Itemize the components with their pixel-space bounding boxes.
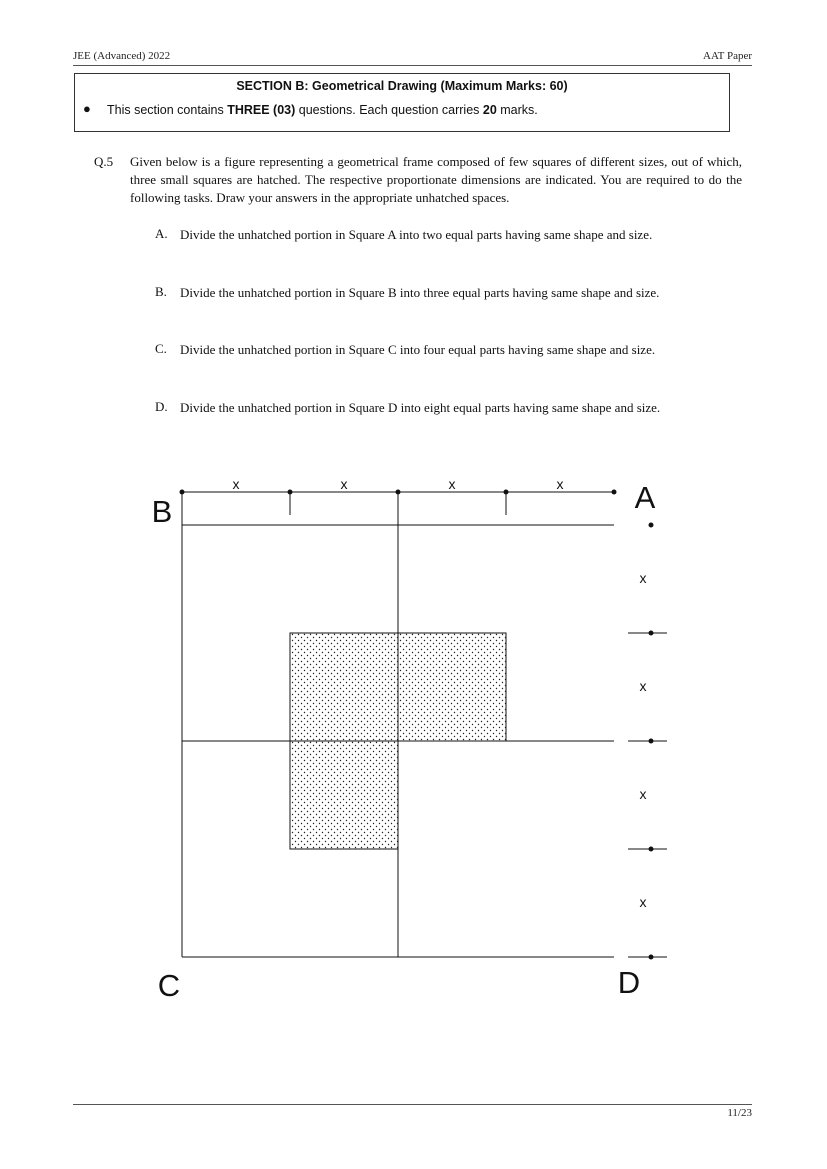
task-c-letter: C. bbox=[155, 341, 167, 356]
section-title: SECTION B: Geometrical Drawing (Maximum Marks: 60) bbox=[236, 79, 568, 93]
right-dimension-label: x bbox=[639, 570, 647, 586]
top-dimension-label: x bbox=[340, 476, 348, 492]
top-dimension-label: x bbox=[448, 476, 456, 492]
section-note-count: THREE (03) bbox=[227, 103, 296, 117]
top-dimension-point bbox=[612, 490, 617, 495]
top-dimension-label: x bbox=[232, 476, 240, 492]
right-dimension-point bbox=[649, 523, 654, 528]
section-note-post: marks. bbox=[496, 103, 538, 117]
hatched-square-top-right bbox=[398, 633, 506, 741]
footer-rule bbox=[73, 1104, 752, 1105]
header-exam-title: JEE (Advanced) 2022 bbox=[73, 50, 171, 62]
right-dimension-point bbox=[649, 847, 654, 852]
task-d-letter: D. bbox=[155, 399, 168, 414]
square-a-label: A bbox=[634, 480, 656, 515]
task-c-text: Divide the unhatched portion in Square C into four equal parts having same shape and size. bbox=[180, 342, 656, 357]
right-dimension-label: x bbox=[639, 894, 647, 910]
bullet-icon: ● bbox=[83, 101, 91, 116]
section-note-mid: questions. Each question carries bbox=[295, 103, 483, 117]
hatched-square-bottom bbox=[290, 741, 398, 849]
top-dimension-point bbox=[504, 490, 509, 495]
top-dimension-point bbox=[396, 490, 401, 495]
top-dimension-point bbox=[180, 490, 185, 495]
right-dimension-label: x bbox=[639, 786, 647, 802]
hatched-square-top-left bbox=[290, 633, 398, 741]
top-dimension-point bbox=[288, 490, 293, 495]
task-d-text: Divide the unhatched portion in Square D into eight equal parts having same shape and size. bbox=[180, 400, 661, 415]
right-dimension-point bbox=[649, 955, 654, 960]
task-b-letter: B. bbox=[155, 284, 167, 299]
square-b-label: B bbox=[151, 494, 173, 529]
question-text: Given below is a figure representing a geometrical frame composed of few squares of different sizes, out of which, three small squares are hatched. The respective proportionate dimensions are indicated. You are required to do the following tasks. Draw your answers in the appropriate unhatched spaces. bbox=[130, 154, 742, 205]
task-b-text: Divide the unhatched portion in Square B into three equal parts having same shape and size. bbox=[180, 285, 660, 300]
square-c-label: C bbox=[157, 968, 181, 1003]
question-number: Q.5 bbox=[94, 154, 114, 169]
right-dimension-label: x bbox=[639, 678, 647, 694]
page-number: 11/23 bbox=[727, 1107, 752, 1119]
task-a-letter: A. bbox=[155, 226, 168, 241]
right-dimension-point bbox=[649, 631, 654, 636]
task-a-text: Divide the unhatched portion in Square A into two equal parts having same shape and size. bbox=[180, 227, 653, 242]
right-dimension-point bbox=[649, 739, 654, 744]
top-dimension-label: x bbox=[556, 476, 564, 492]
section-note-marks: 20 bbox=[482, 103, 497, 117]
header-paper-name: AAT Paper bbox=[703, 50, 752, 62]
square-d-label: D bbox=[617, 965, 641, 1000]
section-note-pre: This section contains bbox=[107, 103, 228, 117]
